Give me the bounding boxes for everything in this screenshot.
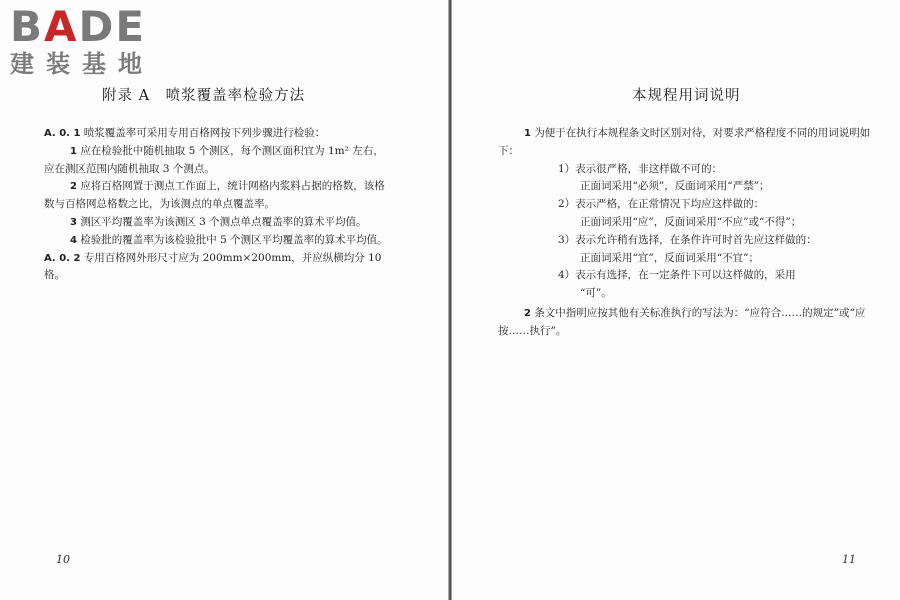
clause-item-2 [44, 178, 394, 214]
item-text: 应将百格网置于测点工作面上，统计网格内浆料占据的格数，该格数与百格网总格数之比，为该测点的单点覆盖率。 [44, 180, 385, 211]
subitem-line: 正面词采用“必须”，反面词采用“严禁”； [580, 180, 770, 193]
clause-id: A. 0. 1 [44, 128, 81, 139]
clause-item-1 [44, 143, 394, 179]
subitem-label: 2） [558, 198, 576, 211]
subitem-line [522, 267, 876, 285]
logo-text-cn: 建装基地 [10, 50, 154, 78]
terms-item-2 [498, 305, 876, 341]
appendix-title: 附录 A 喷浆覆盖率检验方法 [102, 88, 306, 104]
item-text: 检验批的覆盖率为该检验批中 5 个测区平均覆盖率的算术平均值。 [80, 233, 388, 246]
page-number-left: 10 [56, 553, 70, 566]
subitem-label: 3） [558, 233, 576, 246]
clause-text: 喷浆覆盖率可采用专用百格网按下列步骤进行检验： [83, 127, 326, 139]
terms-item-1 [498, 125, 876, 161]
subitem-line: 正面词采用“宜”，反面词采用“不宜”； [580, 251, 759, 264]
subitem-line [522, 196, 876, 214]
item-number: 2 [70, 181, 77, 193]
subitem-line: “可”。 [580, 287, 612, 300]
subitem-line: 正面词采用“应”，反面词采用“不应”或“不得”； [580, 215, 802, 228]
left-page [0, 0, 448, 600]
terms-title: 本规程用词说明 [632, 88, 741, 104]
clause-a02 [44, 250, 394, 286]
clause-item-4 [44, 232, 394, 250]
subitem-text: 表示允许稍有选择，在条件许可时首先应这样做的： [575, 233, 817, 246]
subitem-line [522, 161, 876, 179]
terms-subitem-2 [522, 196, 876, 232]
subitem-label: 1） [558, 162, 576, 175]
subitem-text: 表示很严格，非这样做不可的： [575, 162, 723, 175]
subitem-text: 表示严格，在正常情况下均应这样做的： [575, 198, 765, 211]
page-number-right: 11 [842, 553, 856, 566]
clause-text: 专用百格网外形尺寸应为 200mm×200mm，并应纵横均分 10 格。 [44, 251, 382, 282]
appendix-body [44, 125, 394, 285]
subitem-text: 表示有选择，在一定条件下可以这样做的，采用 [575, 269, 796, 282]
terms-subitem-4 [522, 267, 876, 303]
clause-a01 [44, 125, 394, 143]
subitem-line [522, 232, 876, 250]
item-number: 3 [70, 216, 77, 228]
item-text: 应在检验批中随机抽取 5 个测区，每个测区面积宜为 1m² 左右，应在测区范围内随机抽取 3 个测点。 [44, 144, 384, 175]
right-page [452, 0, 900, 600]
item-text: 测区平均覆盖率为该测区 3 个测点单点覆盖率的算术平均值。 [80, 215, 367, 228]
terms-subitem-3 [522, 232, 876, 268]
item-number: 2 [524, 307, 531, 319]
brand-logo [10, 2, 175, 78]
terms-body [498, 125, 876, 341]
subitem-label: 4） [558, 269, 576, 282]
item-text: 为便于在执行本规程条文时区别对待，对要求严格程度不同的用词说明如下： [498, 127, 871, 157]
item-number: 4 [70, 234, 77, 246]
item-number: 1 [524, 128, 531, 139]
item-number: 1 [70, 145, 77, 157]
clause-id: A. 0. 2 [44, 252, 81, 264]
item-text: 条文中指明应按其他有关标准执行的写法为：“应符合……的规定”或“应按……执行”。 [498, 306, 866, 337]
clause-item-3 [44, 214, 394, 232]
terms-subitem-1 [522, 161, 876, 197]
logo-text-en: BADE [10, 2, 147, 51]
